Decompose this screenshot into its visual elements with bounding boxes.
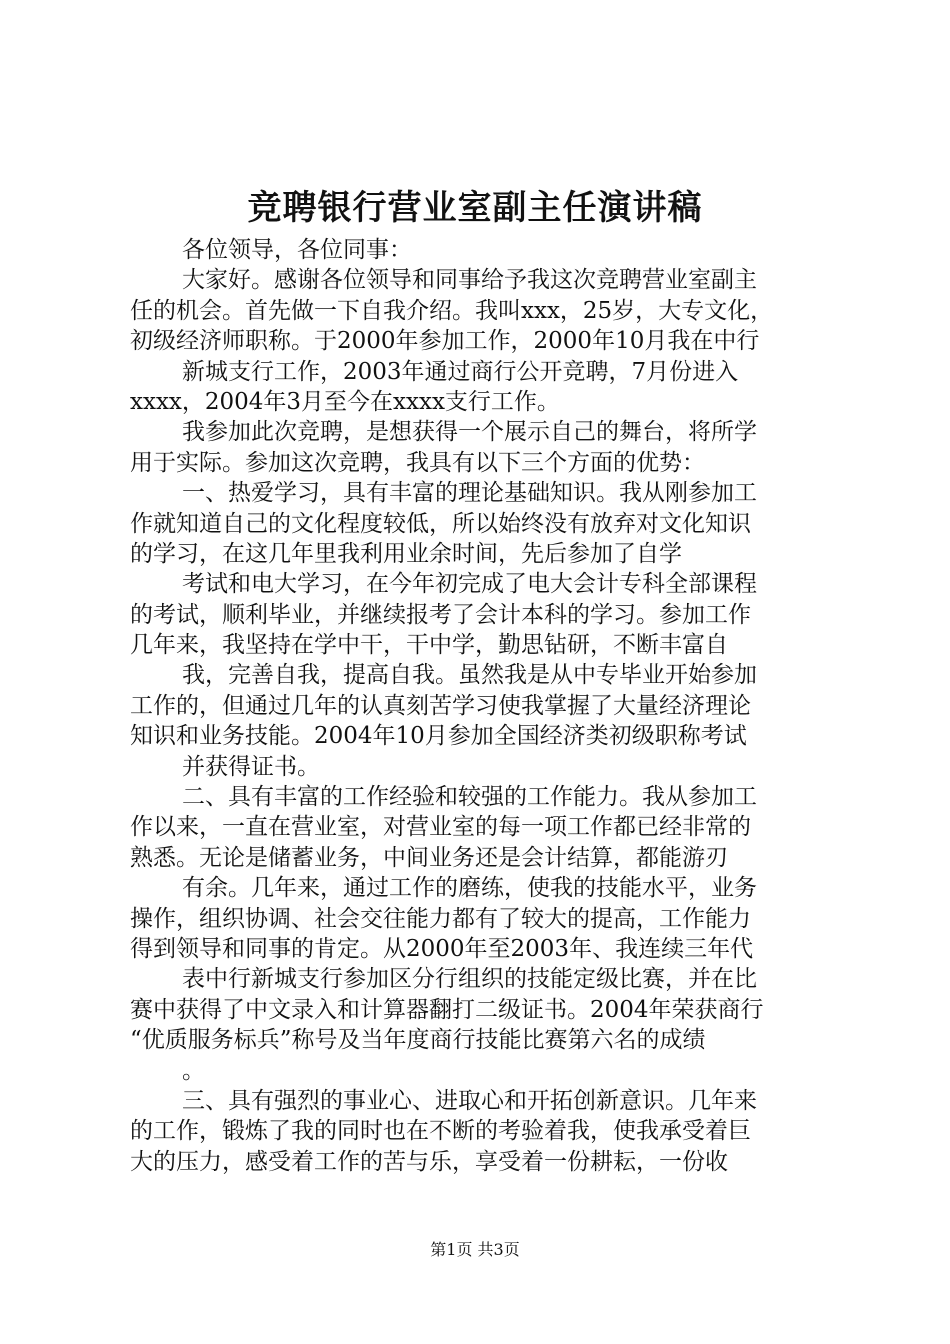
document-body [130,235,830,1177]
body-line: 的学习，在这几年里我利用业余时间，先后参加了自学 [130,540,682,567]
body-line: 的考试，顺利毕业，并继续报考了会计本科的学习。参加工作 [130,601,751,628]
body-line: 工作的，但通过几年的认真刻苦学习使我掌握了大量经济理论 [130,692,751,719]
body-line: 作就知道自己的文化程度较低，所以始终没有放弃对文化知识 [130,510,751,537]
body-line: 几年来，我坚持在学中干，干中学，勤思钻研，不断丰富自 [130,632,728,659]
body-line: 初级经济师职称。于2000年参加工作，2000年10月我在中行 [130,328,760,355]
body-line: 一、热爱学习，具有丰富的理论基础知识。我从刚参加工 [182,480,757,507]
body-line: 我参加此次竞聘，是想获得一个展示自己的舞台，将所学 [182,419,757,446]
document-title: 竞聘银行营业室副主任演讲稿 [247,188,703,228]
body-line: 。 [182,1057,205,1084]
body-line: 二、具有丰富的工作经验和较强的工作能力。我从参加工 [182,784,757,811]
body-line: 大家好。感谢各位领导和同事给予我这次竞聘营业室副主 [182,267,757,294]
body-line: 我，完善自我，提高自我。虽然我是从中专毕业开始参加 [182,662,757,689]
body-line: “优质服务标兵”称号及当年度商行技能比赛第六名的成绩 [130,1027,706,1054]
body-line: 考试和电大学习，在今年初完成了电大会计专科全部课程 [182,571,757,598]
body-line: 熟悉。无论是储蓄业务，中间业务还是会计结算，都能游刃 [130,844,728,871]
body-line: 的工作，锻炼了我的同时也在不断的考验着我，使我承受着巨 [130,1118,751,1145]
body-line: 有余。几年来，通过工作的磨练，使我的技能水平，业务 [182,875,757,902]
body-line: 作以来，一直在营业室，对营业室的每一项工作都已经非常的 [130,814,751,841]
body-line: 任的机会。首先做一下自我介绍。我叫xxx，25岁，大专文化， [130,297,774,324]
body-line: 大的压力，感受着工作的苦与乐，享受着一份耕耘，一份收 [130,1148,728,1175]
body-line: 表中行新城支行参加区分行组织的技能定级比赛，并在比 [182,966,757,993]
body-line: 新城支行工作，2003年通过商行公开竞聘，7月份进入 [182,358,739,385]
body-line: 并获得证书。 [182,753,320,780]
body-line: 各位领导，各位同事： [182,237,412,263]
body-line: 赛中获得了中文录入和计算器翻打二级证书。2004年荣获商行 [130,996,764,1023]
body-line: 操作，组织协调、社会交往能力都有了较大的提高，工作能力 [130,905,751,932]
body-line: xxxx，2004年3月至今在xxxx支行工作。 [130,388,560,415]
page-footer: 第1页 共3页 [430,1240,520,1259]
body-line: 知识和业务技能。2004年10月参加全国经济类初级职称考试 [130,723,747,750]
body-line: 三、具有强烈的事业心、进取心和开拓创新意识。几年来 [182,1087,757,1114]
body-line: 得到领导和同事的肯定。从2000年至2003年、我连续三年代 [130,935,754,962]
body-line: 用于实际。参加这次竞聘，我具有以下三个方面的优势： [130,449,705,476]
